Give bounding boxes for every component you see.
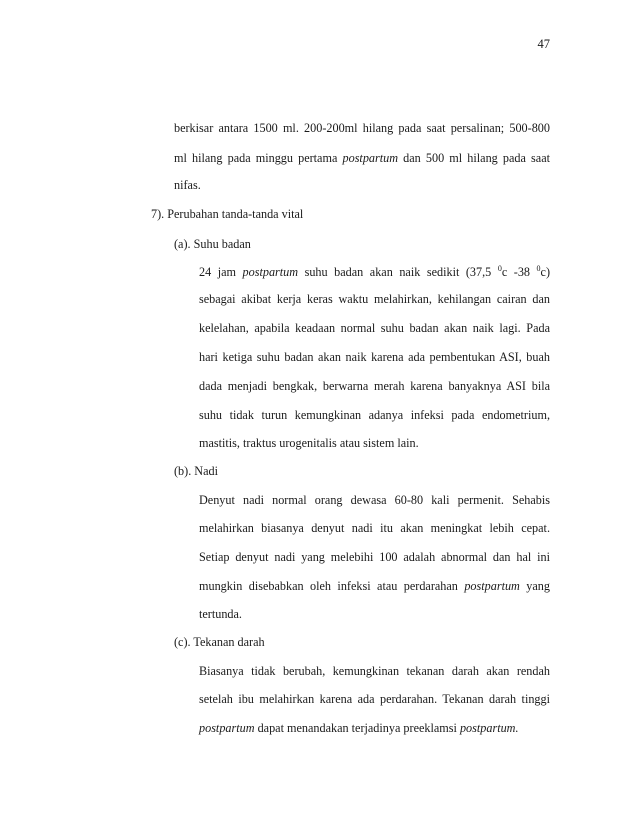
text: melahirkan biasanya denyut nadi itu akan meningkat lebih cepat.	[199, 521, 550, 535]
paragraph-line	[199, 720, 550, 736]
italic-term: postpartum	[342, 151, 399, 165]
text: dan 500 ml hilang pada saat	[398, 151, 550, 165]
text: Setiap denyut nadi yang melebihi 100 adalah abnormal dan hal ini	[199, 550, 550, 564]
text: Biasanya tidak berubah, kemungkinan tekanan darah akan rendah	[199, 664, 550, 678]
subsection-heading-b: (b). Nadi	[174, 464, 218, 478]
paragraph-line	[199, 549, 550, 565]
superscript: 0	[497, 263, 502, 273]
text: berkisar antara 1500 ml. 200-200ml hilang pada saat persalinan; 500-800	[174, 121, 550, 135]
section-heading: 7). Perubahan tanda-tanda vital	[151, 207, 304, 221]
text: suhu tidak turun kemungkinan adanya infeksi pada endometrium,	[199, 408, 550, 422]
paragraph-line	[174, 150, 550, 166]
paragraph-line	[199, 291, 550, 307]
paragraph-line	[174, 177, 550, 193]
text: mungkin disebabkan oleh infeksi atau perdarahan	[199, 579, 465, 593]
paragraph-line	[199, 606, 550, 622]
superscript: 0	[536, 263, 541, 273]
text: nifas.	[174, 178, 201, 192]
italic-term: postpartum	[199, 721, 255, 735]
text: c -38	[501, 265, 537, 279]
text: dada menjadi bengkak, berwarna merah karena banyaknya ASI bila	[199, 379, 550, 393]
text: sebagai akibat kerja keras waktu melahirkan, kehilangan cairan dan	[199, 292, 550, 306]
page-number: 47	[537, 37, 550, 51]
text: tertunda.	[199, 607, 242, 621]
text: dapat menandakan terjadinya preeklamsi	[254, 721, 460, 735]
text: mastitis, traktus urogenitalis atau sistem lain.	[199, 436, 419, 450]
text: c)	[540, 265, 551, 279]
paragraph-line	[199, 492, 550, 508]
paragraph-line	[199, 663, 550, 679]
text: setelah ibu melahirkan karena ada perdarahan. Tekanan darah tinggi	[199, 692, 550, 706]
paragraph-line	[199, 378, 550, 394]
italic-term: postpartum	[464, 579, 520, 593]
subsection-heading-a: (a). Suhu badan	[174, 237, 251, 251]
paragraph-line	[199, 349, 550, 365]
text: ml hilang pada minggu pertama	[174, 151, 343, 165]
text: suhu badan akan naik sedikit (37,5	[298, 265, 498, 279]
paragraph-line	[199, 520, 550, 536]
paragraph-line	[199, 578, 550, 594]
paragraph-line	[199, 691, 550, 707]
paragraph-line	[199, 320, 550, 336]
text: 24 jam	[199, 265, 243, 279]
text: yang	[519, 579, 550, 593]
paragraph-line	[199, 407, 550, 423]
text: Denyut nadi normal orang dewasa 60-80 kali permenit. Sehabis	[199, 493, 550, 507]
paragraph-line	[199, 435, 550, 451]
paragraph-line	[199, 264, 550, 280]
subsection-heading-c: (c). Tekanan darah	[174, 635, 265, 649]
text: hari ketiga suhu badan akan naik karena ada pembentukan ASI, buah	[199, 350, 550, 364]
text: kelelahan, apabila keadaan normal suhu badan akan naik lagi. Pada	[199, 321, 550, 335]
italic-term: postpartum	[242, 265, 299, 279]
paragraph-line	[174, 120, 550, 136]
italic-term: postpartum.	[459, 721, 519, 735]
